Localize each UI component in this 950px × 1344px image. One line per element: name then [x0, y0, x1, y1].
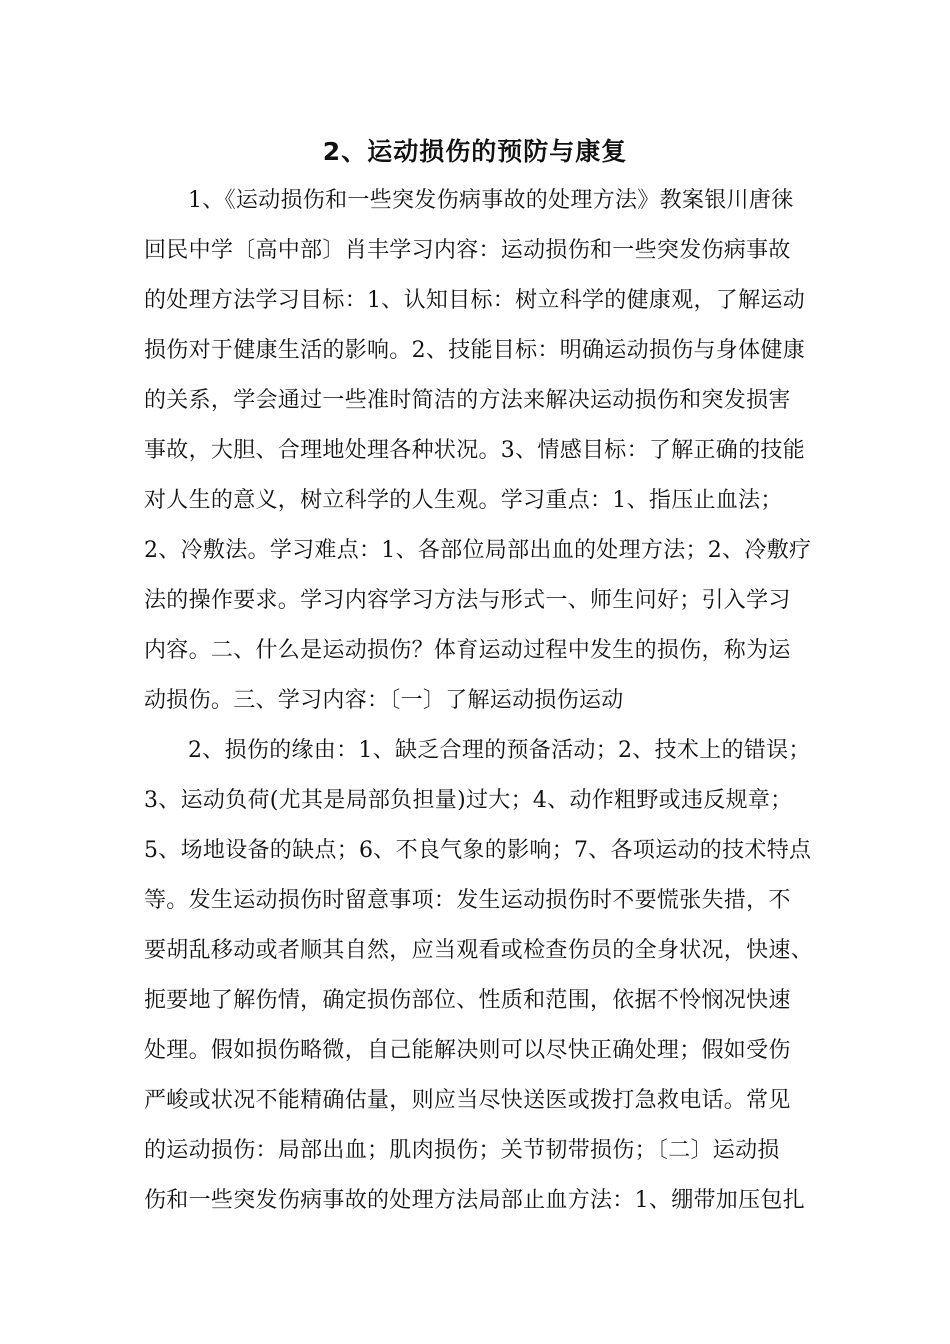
body-line: 5、场地设备的缺点；6、不良气象的影响；7、各项运动的技术特点 [144, 838, 812, 863]
body-line: 的关系，学会通过一些准时简洁的方法来解决运动损伤和突发损害 [144, 388, 791, 413]
body-line: 的处理方法学习目标：1、认知目标：树立科学的健康观，了解运动 [144, 288, 805, 313]
body-line: 动损伤。三、学习内容：〔一〕了解运动损伤运动 [144, 688, 624, 713]
body-line: 扼要地了解伤情，确定损伤部位、性质和范围，依据不怜悯况快速 [144, 988, 791, 1013]
body-line: 2、损伤的缘由：1、缺乏合理的预备活动；2、技术上的错误； [188, 738, 811, 763]
body-line: 2、冷敷法。学习难点：1、各部位局部出血的处理方法；2、冷敷疗 [144, 538, 812, 563]
body-line: 要胡乱移动或者顺其自然，应当观看或检查伤员的全身状况，快速、 [144, 938, 814, 963]
body-line: 回民中学〔高中部〕肖丰学习内容：运动损伤和一些突发伤病事故 [144, 238, 791, 263]
body-line: 损伤对于健康生活的影响。2、技能目标：明确运动损伤与身体健康 [144, 338, 805, 363]
body-line: 严峻或状况不能精确估量，则应当尽快送医或拨打急救电话。常见 [144, 1088, 791, 1113]
document-title: 2、运动损伤的预防与康复 [322, 137, 628, 166]
body-line: 1、《运动损伤和一些突发伤病事故的处理方法》教案银川唐徕 [188, 188, 794, 213]
body-line: 内容。二、什么是运动损伤？体育运动过程中发生的损伤，称为运 [144, 638, 791, 663]
body-line: 处理。假如损伤略微，自己能解决则可以尽快正确处理；假如受伤 [144, 1038, 791, 1063]
body-line: 伤和一些突发伤病事故的处理方法局部止血方法：1、绷带加压包扎 [144, 1188, 805, 1213]
body-line: 的运动损伤：局部出血；肌肉损伤；关节韧带损伤；〔二〕运动损 [144, 1138, 780, 1163]
body-line: 3、运动负荷(尤其是局部负担量)过大；4、动作粗野或违反规章； [144, 788, 793, 813]
body-line: 等。发生运动损伤时留意事项：发生运动损伤时不要慌张失措，不 [144, 888, 791, 913]
body-line: 对人生的意义，树立科学的人生观。学习重点：1、指压止血法； [144, 488, 783, 513]
body-line: 法的操作要求。学习内容学习方法与形式一、师生问好；引入学习 [144, 588, 791, 613]
body-line: 事故，大胆、合理地处理各种状况。3、情感目标：了解正确的技能 [144, 438, 805, 463]
